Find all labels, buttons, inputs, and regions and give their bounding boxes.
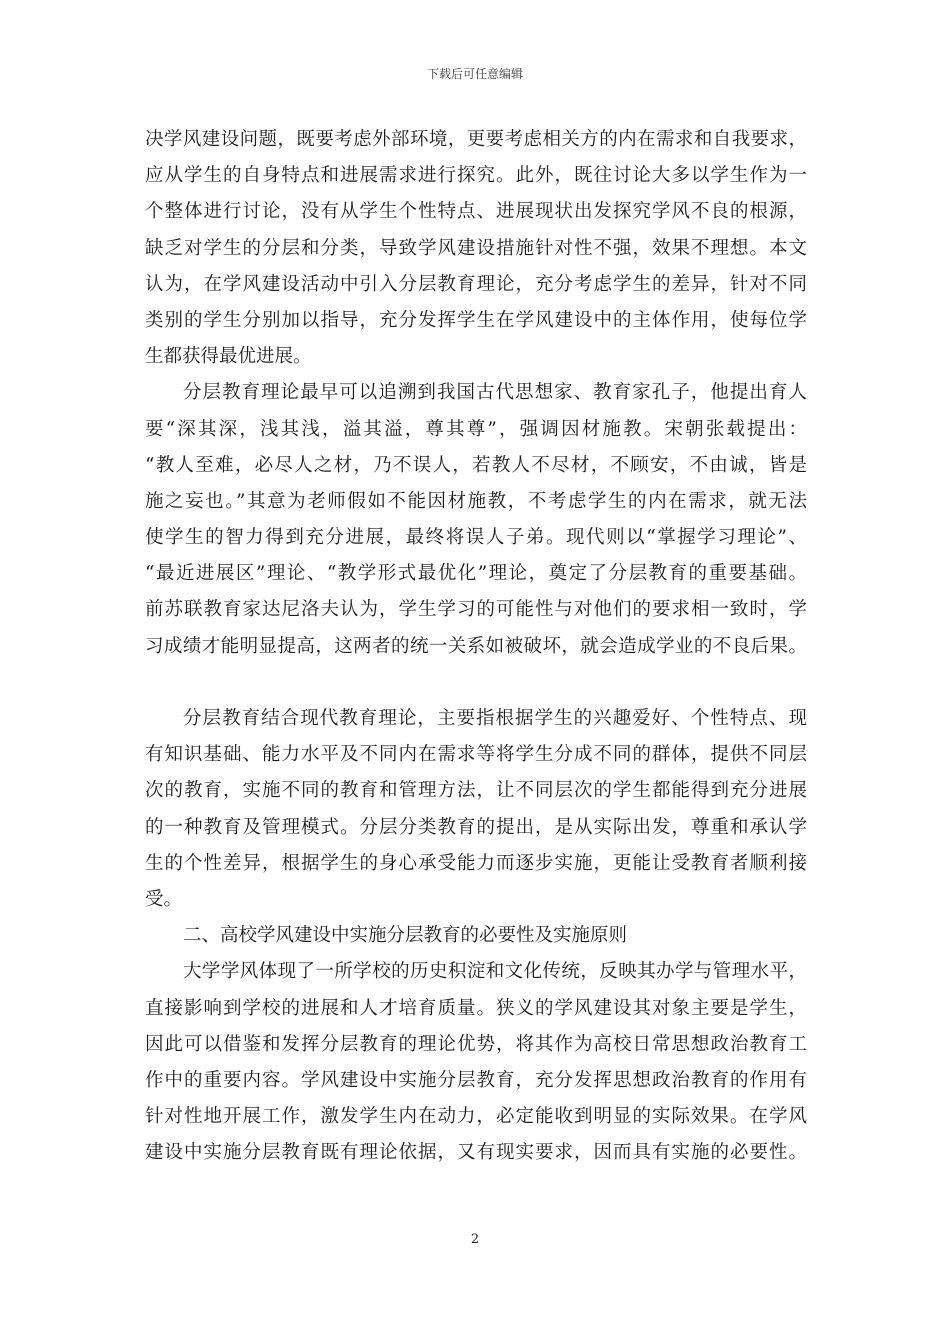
- text-line: 使学生的智力得到充分进展，最终将误人子弟。现代则以“掌握学习理论”、: [145, 527, 807, 549]
- text-line: 生都获得最优进展。: [145, 346, 312, 368]
- text-line: 直接影响到学校的进展和人才培育质量。狭义的学风建设其对象主要是学生，: [145, 997, 807, 1019]
- document-body: [145, 122, 807, 1171]
- text-line: 应从学生的自身特点和进展需求进行探究。此外，既往讨论大多以学生作为一: [145, 165, 807, 187]
- text-line: 认为，在学风建设活动中引入分层教育理论，充分考虑学生的差异，针对不同: [145, 273, 807, 295]
- paragraph-spacer: [145, 665, 807, 701]
- page-number: 2: [470, 1232, 480, 1247]
- text-line: 施之妄也。”其意为老师假如不能因材施教，不考虑学生的内在需求，就无法: [145, 490, 807, 512]
- text-line: 前苏联教育家达尼洛夫认为，学生学习的可能性与对他们的要求相一致时，学: [145, 599, 807, 621]
- text-line: 习成绩才能明显提高，这两者的统一关系如被破坏，就会造成学业的不良后果。: [145, 635, 807, 657]
- text-line: 分层教育理论最早可以追溯到我国古代思想家、教育家孔子，他提出育人: [183, 382, 807, 404]
- text-line: 针对性地开展工作，激发学生内在动力，必定能收到明显的实际效果。在学风: [145, 1106, 807, 1128]
- text-line: 生的个性差异，根据学生的身心承受能力而逐步实施，更能让受教育者顺利接: [145, 852, 807, 874]
- text-line: 的一种教育及管理模式。分层分类教育的提出，是从实际出发，尊重和承认学: [145, 816, 807, 838]
- text-line: 作中的重要内容。学风建设中实施分层教育，充分发挥思想政治教育的作用有: [145, 1069, 807, 1091]
- text-line: 大学学风体现了一所学校的历史积淀和文化传统，反映其办学与管理水平，: [183, 961, 807, 983]
- text-line: 因此可以借鉴和发挥分层教育的理论优势，将其作为高校日常思想政治教育工: [145, 1033, 807, 1055]
- text-line: 类别的学生分别加以指导，充分发挥学生在学风建设中的主体作用，使每位学: [145, 309, 807, 331]
- text-line: 受。: [145, 888, 183, 910]
- text-line: 缺乏对学生的分层和分类，导致学风建设措施针对性不强，效果不理想。本文: [145, 237, 807, 259]
- text-line: “教人至难，必尽人之材，乃不误人，若教人不尽材，不顾安，不由诚，皆是: [145, 454, 807, 476]
- text-line: 有知识基础、能力水平及不同内在需求等将学生分成不同的群体，提供不同层: [145, 744, 807, 766]
- text-line: 分层教育结合现代教育理论，主要指根据学生的兴趣爱好、个性特点、现: [183, 708, 807, 729]
- text-line: 建设中实施分层教育既有理论依据，又有现实要求，因而具有实施的必要性。: [145, 1142, 807, 1164]
- text-line: 要“深其深，浅其浅，溢其溢，尊其尊”，强调因材施教。宋朝张载提出：: [145, 418, 807, 440]
- section-heading: 二、高校学风建设中实施分层教育的必要性及实施原则: [183, 925, 628, 947]
- text-line: 决学风建设问题，既要考虑外部环境，更要考虑相关方的内在需求和自我要求，: [145, 129, 807, 150]
- page-header: 下载后可任意编辑: [426, 67, 523, 81]
- text-line: 次的教育，实施不同的教育和管理方法，让不同层次的学生都能得到充分进展: [145, 780, 807, 802]
- text-line: “最近进展区”理论、“教学形式最优化”理论，奠定了分层教育的重要基础。: [145, 563, 807, 585]
- text-line: 个整体进行讨论，没有从学生个性特点、进展现状出发探究学风不良的根源，: [145, 201, 807, 223]
